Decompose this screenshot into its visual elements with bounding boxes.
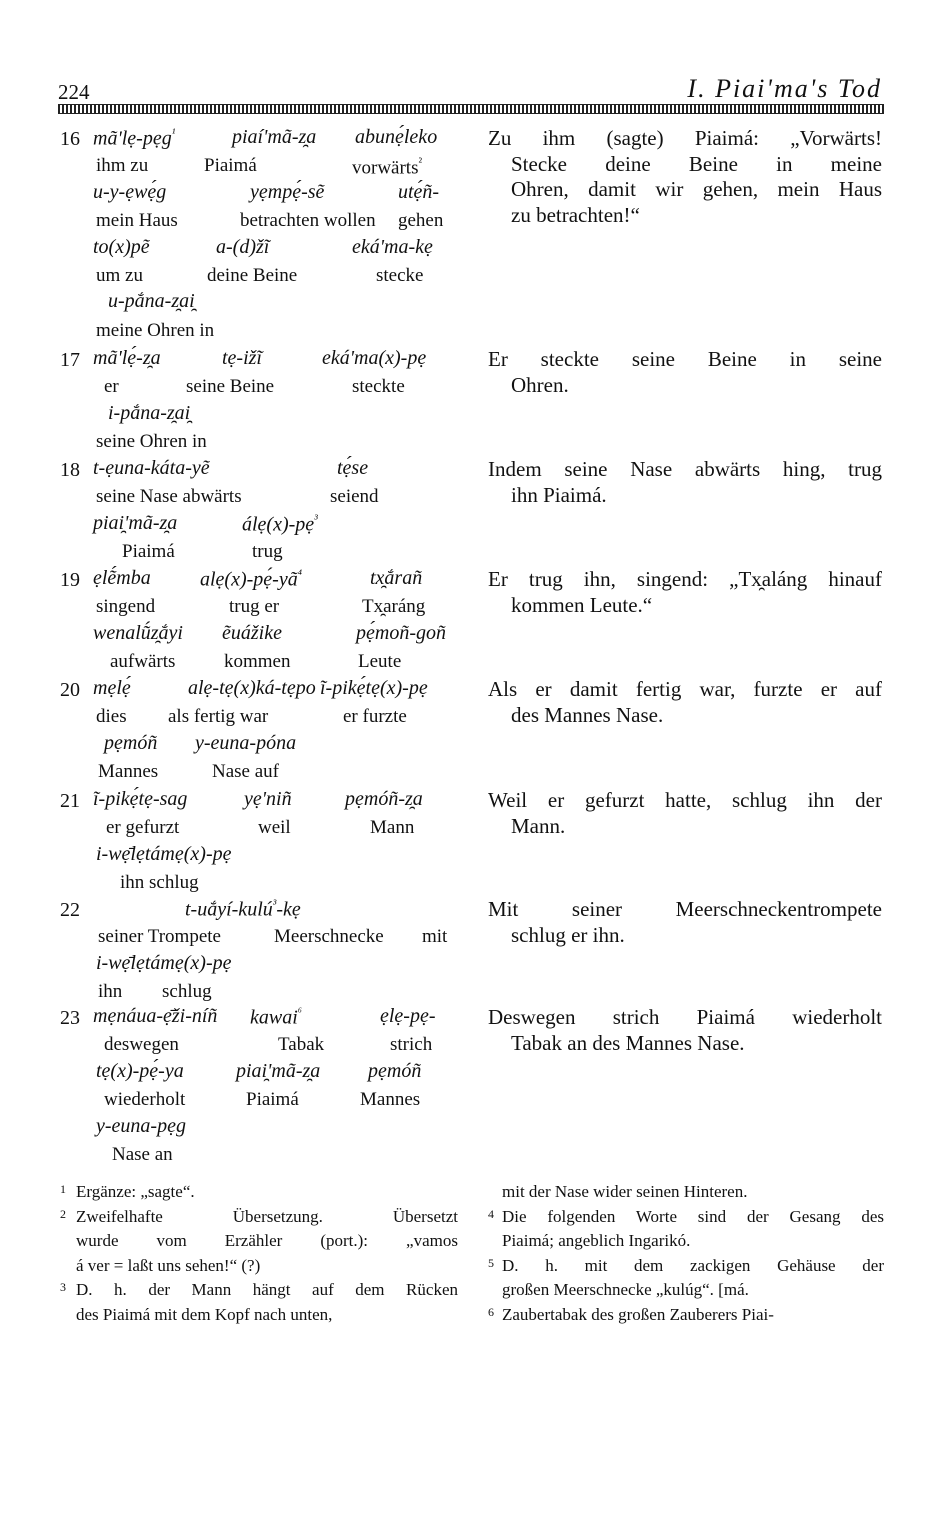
source-word: u-pắna-z̯ai̯	[108, 290, 195, 313]
source-word: pẹmóñ	[368, 1059, 422, 1082]
source-word: kawai$^{^6}$	[250, 1005, 302, 1029]
source-word: eká'ma-kẹ	[352, 235, 433, 258]
gloss-word: betrachten wollen	[240, 210, 376, 232]
translation-line: Deswegen strich Piaimá wiederholt	[488, 1005, 882, 1029]
source-word: wenalṹz̯ắyi	[93, 621, 183, 644]
gloss-word: er	[104, 376, 119, 398]
line-number: 23	[60, 1007, 80, 1029]
gloss-word: ihm zu	[96, 155, 149, 177]
gloss-word: Mannes	[360, 1089, 421, 1111]
gloss-word: mit	[422, 926, 448, 948]
gloss-word: trug	[252, 541, 283, 563]
source-word: mã'lẹ́-z̯a	[93, 347, 161, 369]
gloss-word: wiederholt	[104, 1089, 186, 1111]
source-word: tẹ-ižĩ	[222, 347, 262, 369]
source-word: alẹ-tẹ(x)ká-tẹpo	[188, 677, 316, 699]
gloss-word: Piaimá	[122, 541, 175, 563]
source-word: ẹlẽ́mba	[93, 567, 151, 589]
source-word: ĩ-pikẹ́tẹ-sag	[93, 788, 188, 810]
gloss-word: Nase an	[112, 1144, 173, 1165]
source-word: ẹlẹ-pẹ-	[380, 1005, 436, 1027]
footnote-line: wurde vom Erzähler (port.): „vamos	[76, 1231, 458, 1251]
footnote-line: Piaimá; angeblich Ingarikó.	[502, 1231, 691, 1251]
footnote-line: Die folgenden Worte sind der Gesang des	[502, 1206, 884, 1226]
page-number: 224	[58, 80, 90, 104]
source-word: ẽuážike	[222, 621, 282, 644]
running-title: I. Piai'ma's Tod	[687, 74, 882, 103]
gloss-word: Nase auf	[212, 761, 279, 783]
gloss-word: seine Nase abwärts	[96, 486, 242, 508]
footnote-line: D. h. mit dem zackigen Gehäuse der	[502, 1255, 884, 1275]
source-word: pẹmóñ	[104, 731, 158, 754]
gloss-word: er gefurzt	[106, 817, 180, 839]
translation-line: Er steckte seine Beine in seine	[488, 347, 882, 371]
footnote-line: á ver = laßt uns sehen!“ (?)	[76, 1255, 261, 1275]
source-word: mã'lẹ-pẹg$^{^1}$	[93, 126, 176, 150]
footnote-mark: 6	[488, 1305, 494, 1319]
gloss-word: er furzte	[343, 706, 407, 728]
footnote-mark: 2	[60, 1206, 66, 1221]
source-word: tx̯ắrañ	[370, 567, 423, 589]
translation-line: ihn Piaimá.	[511, 482, 607, 507]
gloss-word: trug er	[229, 596, 280, 618]
gloss-word: deswegen	[104, 1034, 179, 1056]
gloss-word: ihn schlug	[120, 872, 199, 894]
source-word: a-(d)žĩ	[216, 235, 270, 258]
source-word: piai̯'mã-z̯a	[236, 1059, 321, 1082]
source-word: pẹmóñ-z̯a	[345, 788, 423, 810]
translation-line: Tabak an des Mannes Nase.	[511, 1030, 745, 1055]
footnote-line: Zweifelhafte Übersetzung. Übersetzt	[76, 1206, 458, 1226]
footnote-mark: 3	[60, 1280, 66, 1295]
source-word: u-y-ẹwẹ́g	[93, 180, 167, 203]
source-word: yẹ'niñ	[244, 788, 292, 810]
source-word: tẹ(x)-pẹ́-ya	[96, 1059, 184, 1082]
gloss-word: Piaimá	[246, 1089, 299, 1111]
gloss-word: kommen	[224, 651, 291, 673]
gloss-word: Piaimá	[204, 155, 257, 177]
gloss-word: seiner Trompete	[98, 926, 221, 948]
gloss-word: strich	[390, 1034, 433, 1056]
source-word: utẹ́ñ-	[398, 180, 440, 203]
source-word: $alẹ(x)-pẹ́-yã^{^4}$	[200, 567, 302, 591]
source-word: t-uắyí-kulú$^{^3}$-kẹ	[185, 897, 301, 921]
gloss-word: Mannes	[98, 761, 159, 783]
gloss-word: deine Beine	[207, 265, 298, 286]
footnote-line: mit der Nase wider seinen Hinteren.	[502, 1182, 748, 1201]
gloss-word: vorwärts$^{^2}$	[352, 155, 423, 179]
footnote-mark: 1	[60, 1182, 66, 1196]
translation-line: Er trug ihn, singend: „Tx̯aláng hinauf	[488, 567, 882, 591]
translation-line: Mann.	[511, 813, 566, 838]
source-word: pẹ́moñ-goñ	[356, 621, 446, 644]
source-word: mẹlẹ́	[93, 677, 131, 699]
source-word: piaí'mã-z̯a	[232, 126, 317, 148]
source-word: álẹ(x)-pẹ$^{^3}$	[242, 511, 318, 536]
gloss-word: meine Ohren in	[96, 319, 215, 341]
footnote-line: D. h. der Mann hängt auf dem Rücken	[76, 1280, 458, 1300]
translation-line: Stecke deine Beine in meine	[511, 151, 882, 176]
footnote-line: des Piaimá mit dem Kopf nach unten,	[76, 1305, 333, 1324]
gloss-word: aufwärts	[110, 651, 176, 673]
gloss-word: seine Beine	[186, 376, 275, 398]
footnote-mark: 4	[488, 1206, 494, 1221]
source-word: y-euna-póna	[195, 731, 297, 754]
line-number: 22	[60, 899, 80, 921]
gloss-word: seiend	[330, 486, 379, 508]
line-number: 19	[60, 569, 80, 591]
gloss-word: Meerschnecke	[274, 926, 384, 948]
gloss-word: Leute	[358, 651, 402, 673]
translation-line: kommen Leute.“	[511, 592, 653, 617]
line-number: 16	[60, 128, 80, 150]
source-word: eká'ma(x)-pẹ	[322, 347, 427, 369]
gloss-word: gehen	[398, 210, 444, 232]
translation-line: Weil er gefurzt hatte, schlug ihn der	[488, 788, 882, 812]
translation-line: Ohren, damit wir gehen, mein Haus	[511, 177, 882, 201]
gloss-word: mein Haus	[96, 210, 178, 232]
line-number: 17	[60, 349, 80, 371]
footnote-line: großen Meerschnecke „kulúg“. [má.	[502, 1280, 749, 1300]
line-number: 21	[60, 790, 80, 812]
gloss-word: schlug	[162, 981, 212, 1003]
translation-line: Mit seiner Meerschneckentrompete	[488, 897, 882, 921]
translation-line: Als er damit fertig war, furzte er auf	[488, 677, 882, 701]
source-word: i-pắna-z̯ai̯	[108, 401, 191, 424]
source-word: piai̯'mã-z̯a	[93, 511, 178, 534]
gloss-word: Mann	[370, 817, 415, 839]
line-number: 18	[60, 459, 80, 481]
gloss-word: als fertig war	[168, 706, 269, 728]
gloss-word: Tx̯aráng	[362, 596, 426, 618]
translation-line: zu betrachten!“	[511, 202, 640, 227]
footnote-line: Ergänze: „sagte“.	[76, 1182, 195, 1201]
source-word: ĩ-pikẹ́tẹ(x)-pẹ	[320, 677, 428, 699]
line-number: 20	[60, 679, 80, 701]
footnote-mark: 5	[488, 1255, 494, 1270]
translation-line: schlug er ihn.	[511, 922, 625, 947]
source-word: tẹ́se	[337, 457, 369, 479]
gloss-word: stecke	[376, 265, 424, 286]
source-word: to(x)pẽ	[93, 235, 150, 258]
gloss-word: ihn	[98, 981, 123, 1003]
source-word: mẹnáua-ẹ̄ži-níñ	[93, 1005, 218, 1027]
translation-line: Indem seine Nase abwärts hing, trug	[488, 457, 882, 481]
gloss-word: singend	[96, 596, 156, 618]
gloss-word: Tabak	[278, 1034, 325, 1056]
gloss-word: seine Ohren in	[96, 431, 207, 453]
footnote-line: Zaubertabak des großen Zauberers Piai-	[502, 1305, 774, 1324]
header-rule	[58, 104, 884, 114]
gloss-word: steckte	[352, 376, 405, 398]
source-word: y-euna-pẹg	[96, 1114, 186, 1137]
translation-line: Ohren.	[511, 372, 569, 397]
gloss-word: um zu	[96, 265, 143, 286]
gloss-word: dies	[96, 706, 127, 728]
source-word: yẹmpẹ́-sẽ	[250, 180, 325, 203]
source-word: i-wẹ̄lẹtámẹ(x)-pẹ	[96, 842, 232, 865]
translation-line: Zu ihm (sagte) Piaimá: „Vorwärts!	[488, 126, 882, 150]
source-word: abunẹ́leko	[355, 126, 438, 148]
source-word: t-ẹuna-káta-yẽ	[93, 457, 210, 479]
source-word: i-wẹ̄lẹtámẹ(x)-pẹ	[96, 951, 232, 974]
translation-line: des Mannes Nase.	[511, 702, 664, 727]
gloss-word: weil	[258, 817, 291, 839]
